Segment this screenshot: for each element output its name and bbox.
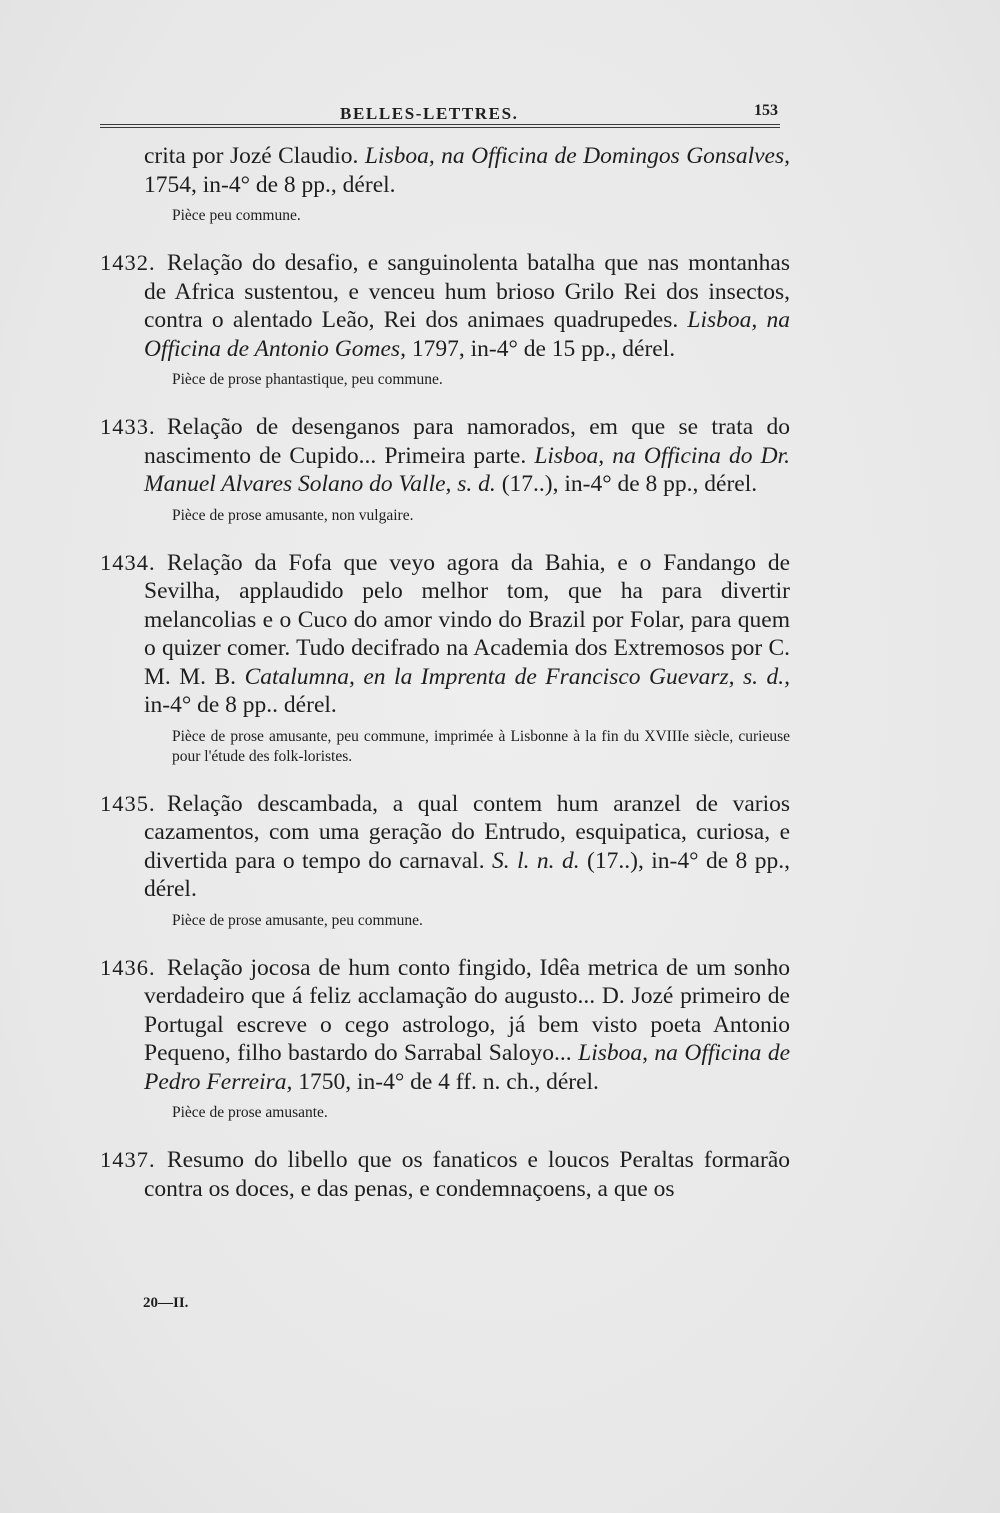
entry-note: Pièce de prose amusante, peu commune. <box>172 911 423 929</box>
printer-signature: 20—II. <box>143 1295 189 1311</box>
continued-entry-note: Pièce peu commune. <box>172 207 301 224</box>
header-rule <box>100 124 780 125</box>
entry-text: 1432. Relação do desafio, e sanguinolenta batalha que nas montanhas de Africa sustentou, e venceu hum brioso Grilo Rei dos insectos, contra o alentado Leão, Rei dos animaes quadrupedes. Lisboa, na Officina de Antonio Gomes, 1797, in-4° de 15 pp., dérel. <box>100 250 790 362</box>
entry-number: 1434. <box>100 549 156 575</box>
entry-note: Pièce de prose amusante, peu commune, imprimée à Lisbonne à la fin du XVIIIe siècle, curieuse pour l'étude des folk-loristes. <box>172 727 790 765</box>
catalog-entry-1432 <box>100 249 790 390</box>
entry-note: Pièce de prose amusante. <box>172 1104 328 1121</box>
entry-text: 1433. Relação de desenganos para namorados, em que se trata do nascimento de Cupido... Primeira parte. Lisboa, na Officina do Dr. Manuel Alvares Solano do Valle, s. d. (17..), in-4° de 8 pp., dérel. <box>100 414 790 497</box>
entry-number: 1437. <box>100 1147 156 1172</box>
entry-number: 1436. <box>100 954 156 980</box>
catalog-entry-1435 <box>100 790 790 931</box>
catalog-entry-1436 <box>100 954 790 1124</box>
catalog-entry-1433 <box>100 413 790 526</box>
header-rule-double <box>100 127 780 128</box>
catalog-entry-1434 <box>100 549 790 767</box>
entry-text: 1435. Relação descambada, a qual contem hum aranzel de varios cazamentos, com uma geração do Entrudo, esquipatica, curiosa, e divertida para o tempo do carnaval. S. l. n. d. (17..), in-4° de 8 pp., dérel. <box>100 790 790 902</box>
entry-text: 1436. Relação jocosa de hum conto fingido, Idêa metrica de um sonho verdadeiro que á feliz acclamação do augusto... D. Jozé primeiro de Portugal escreve o cego astrologo, já bem visto poeta Antonio Pequeno, filho bastardo do Sarrabal Saloyo... Lisboa, na Officina de Pedro Ferreira, 1750, in-4° de 4 ff. n. ch., dérel. <box>100 954 790 1095</box>
entry-text: 1434. Relação da Fofa que veyo agora da Bahia, e o Fandango de Sevilha, applaudido pelo melhor tom, que ha para divertir melancolias e o Cuco do amor vindo do Brazil por Folar, para quem o quizer comer. Tudo decifrado na Academia dos Extremosos por C. M. M. B. Catalumna, en la Imprenta de Francisco Guevarz, s. d., in-4° de 8 pp.. dérel. <box>100 549 790 718</box>
entry-note: Pièce de prose amusante, non vulgaire. <box>172 506 414 524</box>
catalog-entry-1437 <box>100 1146 790 1203</box>
entry-note: Pièce de prose phantastique, peu commune. <box>172 371 443 388</box>
catalog-content <box>100 135 790 1203</box>
continued-entry-text: crita por Jozé Claudio. Lisboa, na Officina de Domingos Gonsalves, 1754, in-4° de 8 pp., dérel. <box>144 143 790 198</box>
page-number: 153 <box>754 102 778 119</box>
entry-number: 1432. <box>100 250 156 275</box>
page-header <box>100 100 780 130</box>
entry-number: 1435. <box>100 790 156 816</box>
running-title: BELLES-LETTRES. <box>340 104 519 123</box>
entry-number: 1433. <box>100 414 156 439</box>
entry-text: 1437. Resumo do libello que os fanaticos e loucos Peraltas formarão contra os doces, e das penas, e condemnaçoens, a que os <box>100 1147 790 1202</box>
